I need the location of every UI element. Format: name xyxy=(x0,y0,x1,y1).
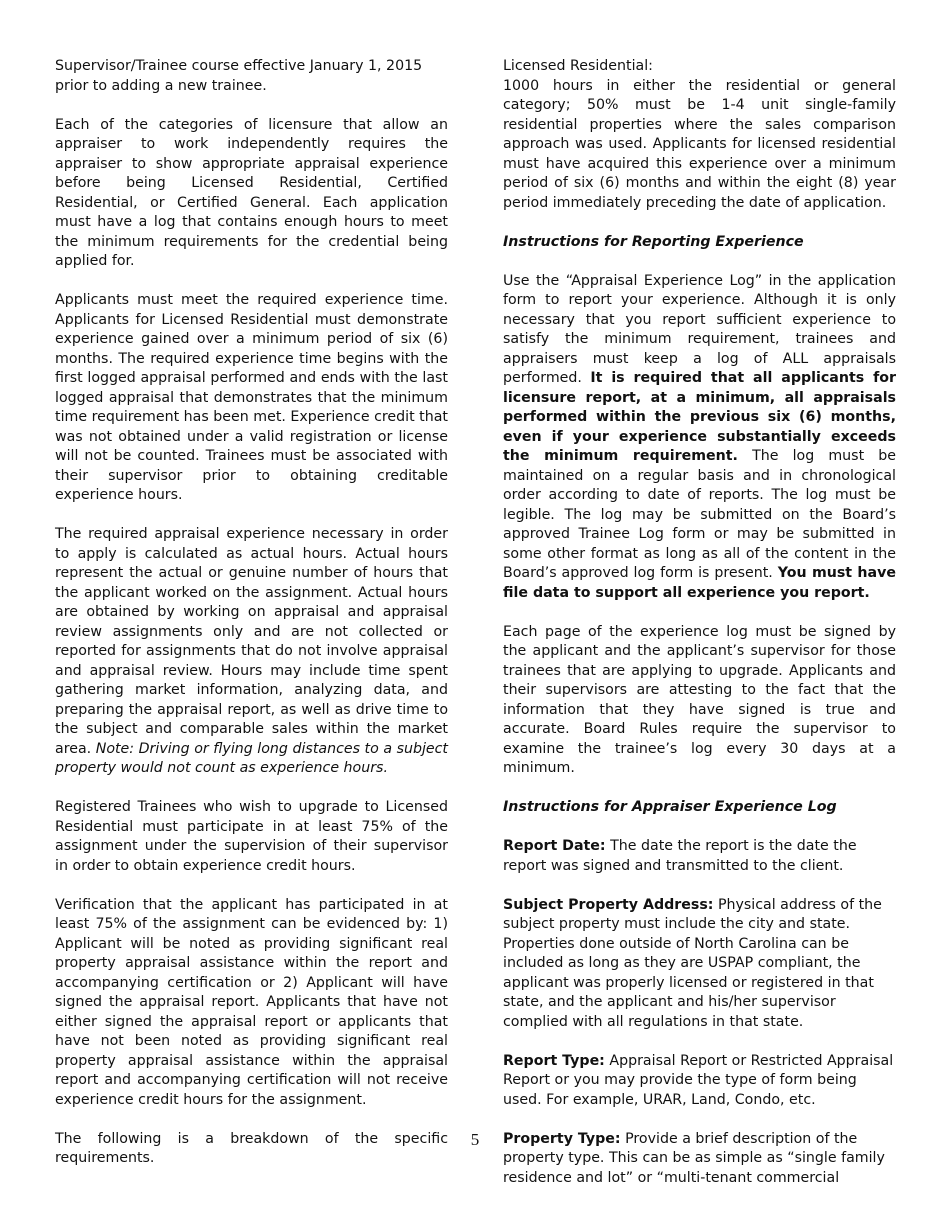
paragraph xyxy=(503,272,896,604)
text-run: The required appraisal experience necessary in order to apply is calculated as actual hours. Actual hours represent the actual or genuine number of hours that the applicant worked on the assignment. Actual hours are obtained by working on appraisal and appraisal review assignments only and are not collected or reported for assignments that do not involve appraisal and appraisal review. Hours may include time spent gathering market information, analyzing data, and preparing the appraisal report, as well as drive time to the subject and comparable sales within the market area. xyxy=(55,526,448,757)
paragraph xyxy=(503,896,896,1033)
paragraph xyxy=(55,525,448,779)
bold-text: You must have file data to support all experience you report. xyxy=(503,565,896,601)
bold-text: It is required that all applicants for licensure report, at a minimum, all appraisals performed within the previous six (6) months, even if your experience substantially exceeds the minimum requirement. xyxy=(503,370,896,464)
text-run: Verification that the applicant has participated in at least 75% of the assignment can be evidenced by: 1) Applicant will be noted as providing significant real property appraisal assistance within the report and accompanying certification or 2) Applicant will have signed the appraisal report. Applicants that have not either signed the appraisal report or applicants that have not been noted as providing significant real property appraisal assistance within the appraisal report and accompanying certification will not receive experience credit hours for the assignment. xyxy=(55,896,448,1108)
italic-text: Note: Driving or flying long distances to a subject property would not count as experience hours. xyxy=(55,740,448,776)
paragraph xyxy=(55,116,448,272)
paragraph xyxy=(55,896,448,1111)
text-run: Each page of the experience log must be signed by the applicant and the applicant’s supervisor for those trainees that are applying to upgrade. Applicants and their supervisors are attesting to the fact that the information that they have signed is true and accurate. Board Rules require the supervisor to examine the trainee’s log every 30 days at a minimum. xyxy=(503,623,896,776)
section-heading: Instructions for Reporting Experience xyxy=(503,233,804,250)
text-run: Registered Trainees who wish to upgrade to Licensed Residential must participate in at least 75% of the assignment under the supervision of their supervisor in order to obtain experience credit hours. xyxy=(55,799,448,874)
text-run: Physical address of the subject property must include the city and state. Properties done outside of North Carolina can be included as long as they are USPAP compliant, the applicant was properly licensed or registered in that state, and the applicant and his/her supervisor complied with all regulations in that state. xyxy=(503,896,882,1030)
page-number: 5 xyxy=(470,1130,480,1149)
paragraph xyxy=(55,57,448,96)
text-run: Each of the categories of licensure that allow an appraiser to work independently requires the appraiser to show appropriate appraisal experience before being Licensed Residential, Certified Residential, or Certified General. Each application must have a log that contains enough hours to meet the minimum requirements for the credential being applied for. xyxy=(55,116,448,269)
text-run: Licensed Residential: xyxy=(503,58,653,74)
bold-text: Property Type: xyxy=(503,1130,621,1147)
text-run: Appraisal Report or Restricted Appraisal Report or you may provide the type of form being used. For example, URAR, Land, Condo, etc. xyxy=(503,1052,894,1108)
text-run: The date the report is the date the report was signed and transmitted to the client. xyxy=(503,838,857,874)
paragraph xyxy=(503,1052,896,1111)
left-column xyxy=(55,57,448,1188)
text-run: Supervisor/Trainee course effective January 1, 2015 prior to adding a new trainee. xyxy=(55,58,423,94)
paragraph xyxy=(503,837,896,876)
text-run: Provide a brief description of the property type. This can be as simple as “single family residence and lot” or “multi-tenant commercial xyxy=(503,1130,885,1186)
section-heading: Instructions for Appraiser Experience Log xyxy=(503,799,837,815)
bold-text: Report Date: xyxy=(503,838,606,854)
bold-text: Subject Property Address: xyxy=(503,896,714,913)
bold-text: Report Type: xyxy=(503,1052,605,1069)
paragraph xyxy=(55,291,448,506)
right-column xyxy=(503,57,896,1208)
text-run: 1000 hours in either the residential or general category; 50% must be 1-4 unit single-family residential properties where the sales comparison approach was used. Applicants for licensed residential must have acquired this experience over a minimum period of six (6) months and within the eight (8) year period immediately preceding the date of application. xyxy=(503,77,896,211)
paragraph xyxy=(55,798,448,876)
text-run: Use the “Appraisal Experience Log” in the application form to report your experience. Although it is only necessary that you report sufficient experience to satisfy the minimum requirement, trainees and appraisers must keep a log of ALL appraisals performed. xyxy=(503,272,896,386)
text-run: The log must be maintained on a regular basis and in chronological order according to date of reports. The log must be legible. The log may be submitted on the Board’s approved Trainee Log form or may be submitted in some other format as long as all of the content in the Board’s approved log form is present. xyxy=(503,448,896,581)
text-run: Applicants must meet the required experience time. Applicants for Licensed Residential must demonstrate experience gained over a minimum period of six (6) months. The required experience time begins with the first logged appraisal performed and ends with the last logged appraisal that demonstrates that the minimum time requirement has been met. Experience credit that was not obtained under a valid registration or license will not be counted. Trainees must be associated with their supervisor prior to obtaining creditable experience hours. xyxy=(55,292,448,503)
text-run: The following is a breakdown of the specific requirements. xyxy=(55,1130,448,1166)
paragraph xyxy=(503,623,896,779)
paragraph xyxy=(503,57,896,213)
